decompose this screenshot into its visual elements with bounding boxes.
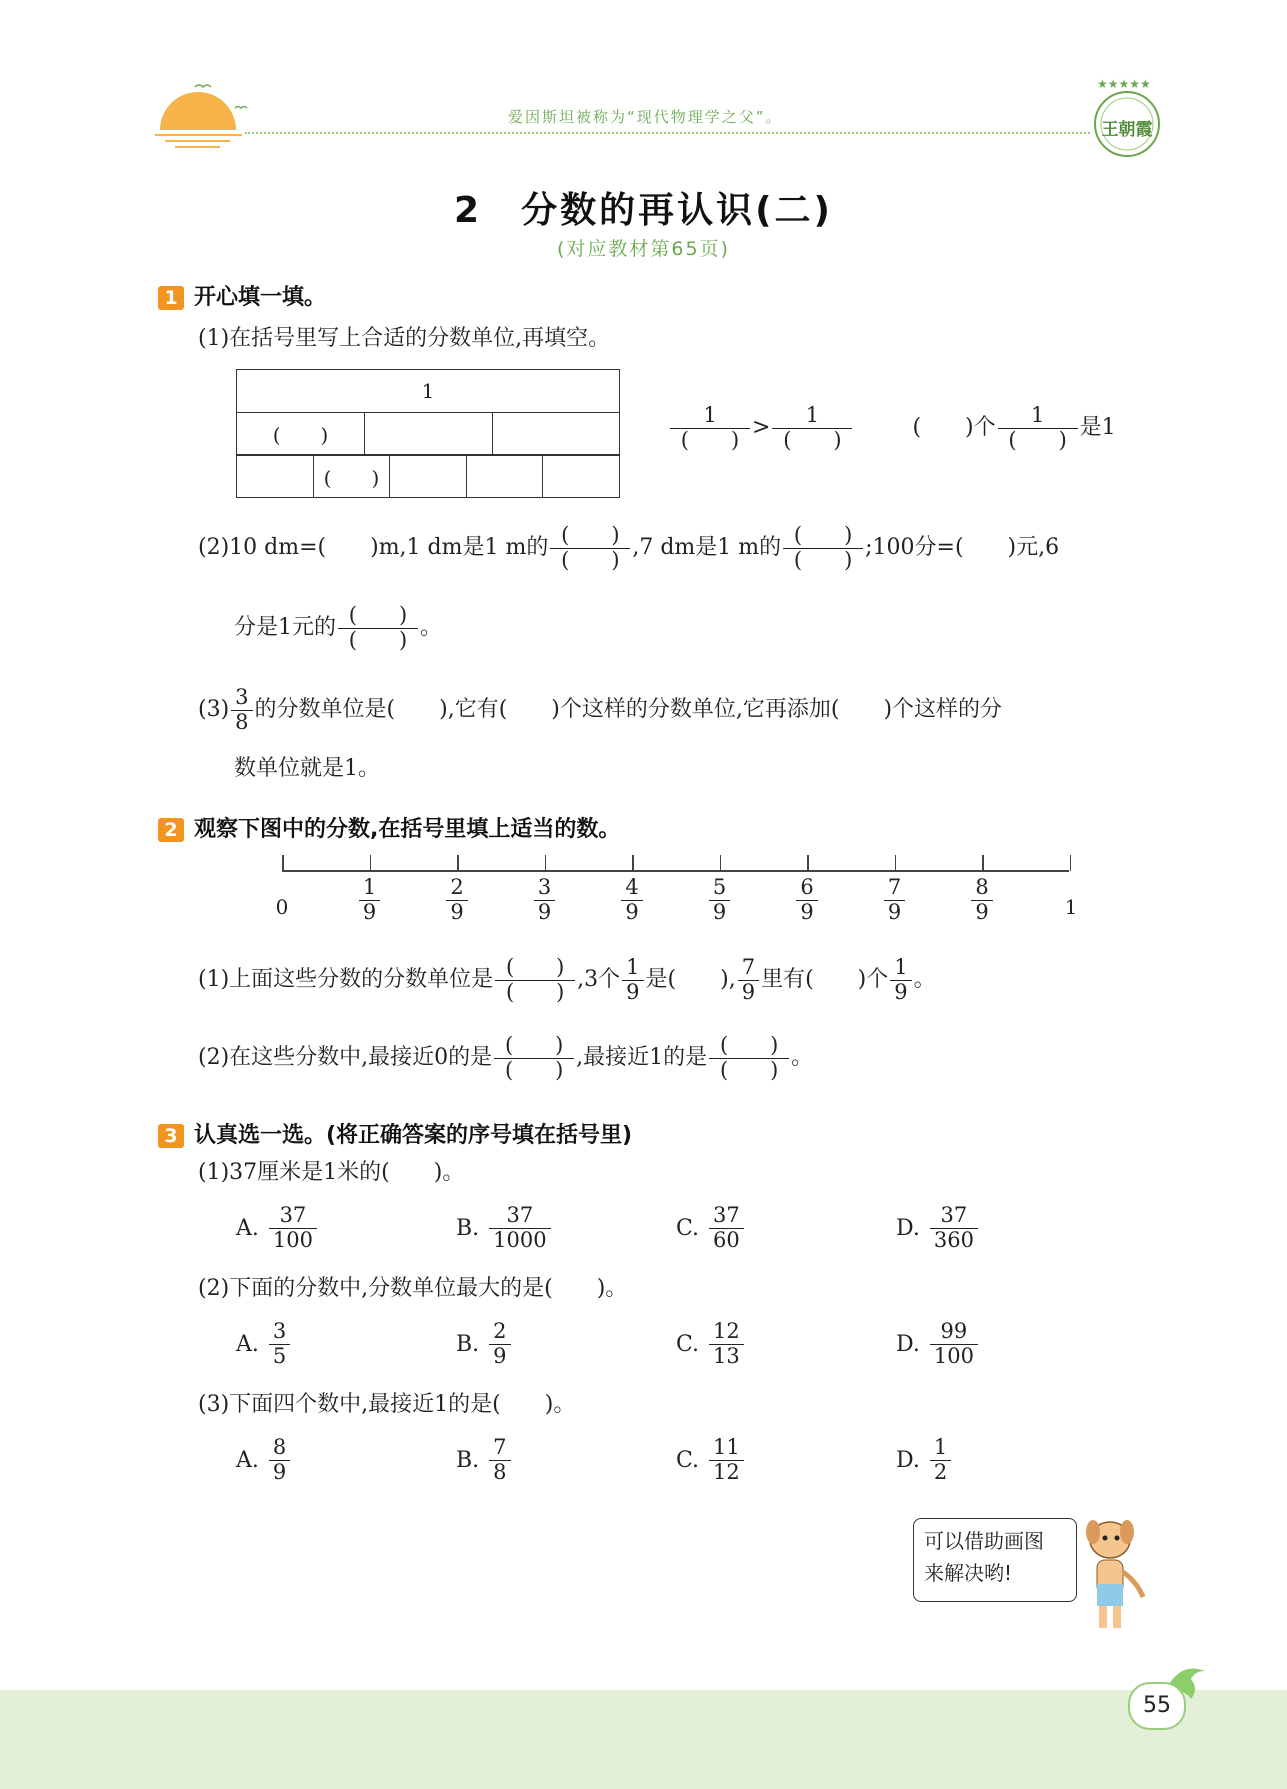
bar-fifth-paren[interactable]: ( ) bbox=[313, 455, 390, 498]
number-line-fraction: $\frac{6}{9}$ bbox=[787, 876, 827, 924]
bar-third bbox=[365, 412, 492, 455]
s3-option[interactable]: D. $\frac{1}{2}$ bbox=[896, 1436, 953, 1484]
section2-title: 观察下图中的分数,在括号里填上适当的数。 bbox=[194, 817, 621, 842]
header-quote: 爱因斯坦被称为“现代物理学之父”。 bbox=[508, 108, 783, 126]
number-line-tick bbox=[1070, 855, 1072, 871]
fraction: $\frac{1}{( )}$ bbox=[670, 404, 750, 452]
section2-badge: 2 bbox=[158, 818, 184, 842]
s1-q3-line1: (3) $\frac{3}{8}$ 的分数单位是( ),它有( )个这样的分数单位,它再添加( )个这样的分 bbox=[198, 685, 1003, 734]
page-number: 55 bbox=[1128, 1682, 1186, 1730]
s3-option[interactable]: A. $\frac{37}{100}$ bbox=[236, 1204, 319, 1252]
s3-option[interactable]: A. $\frac{3}{5}$ bbox=[236, 1320, 292, 1368]
s1-q1-compare: $\frac{1}{( )}$ > $\frac{1}{( )}$ ( )个 $\frac{1}{( )}$ 是1 bbox=[668, 404, 1116, 452]
s1-q2-line1: (2)10 dm=( )m,1 dm是1 m的 $\frac{( )}{( )}$ ,7 dm是1 m的 $\frac{( )}{( )}$ ;100分=( )元,6 bbox=[198, 523, 1060, 572]
s3-option[interactable]: C. $\frac{37}{60}$ bbox=[676, 1204, 746, 1252]
number-line-fraction: $\frac{4}{9}$ bbox=[612, 876, 652, 924]
section3-title: 认真选一选。(将正确答案的序号填在括号里) bbox=[194, 1123, 633, 1148]
number-line-tick bbox=[632, 855, 634, 871]
s3-option[interactable]: B. $\frac{7}{8}$ bbox=[456, 1436, 513, 1484]
s1-q2-line2: 分是1元的 $\frac{( )}{( )}$ 。 bbox=[234, 603, 443, 652]
s3-question-text: (2)下面的分数中,分数单位最大的是( )。 bbox=[198, 1276, 628, 1301]
number-line-fraction: $\frac{7}{9}$ bbox=[875, 876, 915, 924]
s2-q1: (1)上面这些分数的分数单位是 $\frac{( )}{( )}$ ,3个 $\frac{1}{9}$ 是( ), $\frac{7}{9}$ 里有( )个 $\frac{1}{9}$ 。 bbox=[198, 955, 936, 1004]
fraction: $\frac{1}{( )}$ bbox=[998, 404, 1078, 452]
brand-logo-text: 王朝霞 bbox=[1101, 120, 1153, 140]
s3-option[interactable]: A. $\frac{8}{9}$ bbox=[236, 1436, 292, 1484]
svg-text:★★★★★: ★★★★★ bbox=[1097, 77, 1151, 91]
fraction: $\frac{7}{9}$ bbox=[738, 956, 759, 1004]
s3-option[interactable]: C. $\frac{11}{12}$ bbox=[676, 1436, 746, 1484]
s3-question-text: (1)37厘米是1米的( )。 bbox=[198, 1160, 465, 1185]
s3-option[interactable]: D. $\frac{37}{360}$ bbox=[896, 1204, 980, 1252]
fraction: $\frac{3}{8}$ bbox=[231, 686, 252, 734]
section1-badge: 1 bbox=[158, 286, 184, 310]
header-divider bbox=[245, 132, 1090, 134]
fraction-blank[interactable]: $\frac{( )}{( )}$ bbox=[550, 524, 630, 572]
bar-fifth bbox=[466, 455, 543, 498]
answer-blank[interactable]: ( ) bbox=[670, 428, 750, 453]
fraction-bar-diagram bbox=[236, 369, 620, 498]
number-line bbox=[282, 870, 1069, 872]
number-line-fraction: $\frac{8}{9}$ bbox=[962, 876, 1002, 924]
fraction-blank[interactable]: $\frac{( )}{( )}$ bbox=[338, 604, 418, 652]
cartoon-dog-icon bbox=[1075, 1512, 1155, 1642]
s3-question-text: (3)下面四个数中,最接近1的是( )。 bbox=[198, 1392, 576, 1417]
fraction: $\frac{1}{9}$ bbox=[622, 956, 643, 1004]
fraction-blank[interactable]: $\frac{( )}{( )}$ bbox=[494, 1034, 574, 1082]
section1-title: 开心填一填。 bbox=[194, 285, 327, 310]
answer-blank[interactable]: ( ) bbox=[912, 415, 974, 441]
number-line-tick bbox=[895, 855, 897, 871]
number-line-zero: 0 bbox=[275, 895, 289, 919]
number-line-one: 1 bbox=[1064, 895, 1078, 919]
footer-background bbox=[0, 1690, 1287, 1789]
sunset-icon bbox=[150, 78, 260, 153]
page-title: 2 分数的再认识(二) bbox=[454, 190, 833, 231]
bar-whole: 1 bbox=[237, 370, 620, 413]
answer-blank[interactable]: ( ) bbox=[998, 428, 1078, 453]
bar-third-paren[interactable]: ( ) bbox=[237, 412, 365, 455]
bar-fifth bbox=[237, 455, 314, 498]
s1-q3-line2: 数单位就是1。 bbox=[234, 756, 380, 781]
number-line-tick bbox=[720, 855, 722, 871]
fraction-blank[interactable]: $\frac{( )}{( )}$ bbox=[709, 1034, 789, 1082]
s3-option[interactable]: C. $\frac{12}{13}$ bbox=[676, 1320, 746, 1368]
s1-q1-text: (1)在括号里写上合适的分数单位,再填空。 bbox=[198, 326, 611, 351]
page-subtitle: (对应教材第65页) bbox=[556, 238, 730, 260]
s3-option[interactable]: D. $\frac{99}{100}$ bbox=[896, 1320, 980, 1368]
s3-option[interactable]: B. $\frac{37}{1000}$ bbox=[456, 1204, 553, 1252]
number-line-fraction: $\frac{3}{9}$ bbox=[525, 876, 565, 924]
section1-heading bbox=[158, 280, 326, 311]
number-line-fraction: $\frac{1}{9}$ bbox=[350, 876, 390, 924]
hint-line1: 可以借助画图 bbox=[924, 1529, 1044, 1553]
section2-heading bbox=[158, 812, 620, 843]
fraction-blank[interactable]: $\frac{( )}{( )}$ bbox=[495, 956, 575, 1004]
fraction-blank[interactable]: $\frac{( )}{( )}$ bbox=[783, 524, 863, 572]
number-line-tick bbox=[457, 855, 459, 871]
fraction: $\frac{1}{9}$ bbox=[890, 956, 911, 1004]
number-line-tick bbox=[545, 855, 547, 871]
s2-q2: (2)在这些分数中,最接近0的是 $\frac{( )}{( )}$ ,最接近1的是 $\frac{( )}{( )}$ 。 bbox=[198, 1033, 814, 1082]
section3-badge: 3 bbox=[158, 1124, 184, 1148]
bar-fifth bbox=[390, 455, 467, 498]
number-line-tick bbox=[282, 855, 284, 871]
bar-third bbox=[492, 412, 619, 455]
bar-fifth bbox=[543, 455, 620, 498]
answer-blank[interactable]: ( ) bbox=[772, 428, 852, 453]
hint-bubble bbox=[913, 1518, 1077, 1602]
section3-heading bbox=[158, 1118, 632, 1149]
number-line-fraction: $\frac{5}{9}$ bbox=[700, 876, 740, 924]
s3-option[interactable]: B. $\frac{2}{9}$ bbox=[456, 1320, 513, 1368]
number-line-fraction: $\frac{2}{9}$ bbox=[437, 876, 477, 924]
number-line-tick bbox=[807, 855, 809, 871]
hint-line2: 来解决哟! bbox=[924, 1561, 1013, 1585]
number-line-tick bbox=[370, 855, 372, 871]
number-line-tick bbox=[982, 855, 984, 871]
fraction: $\frac{1}{( )}$ bbox=[772, 404, 852, 452]
